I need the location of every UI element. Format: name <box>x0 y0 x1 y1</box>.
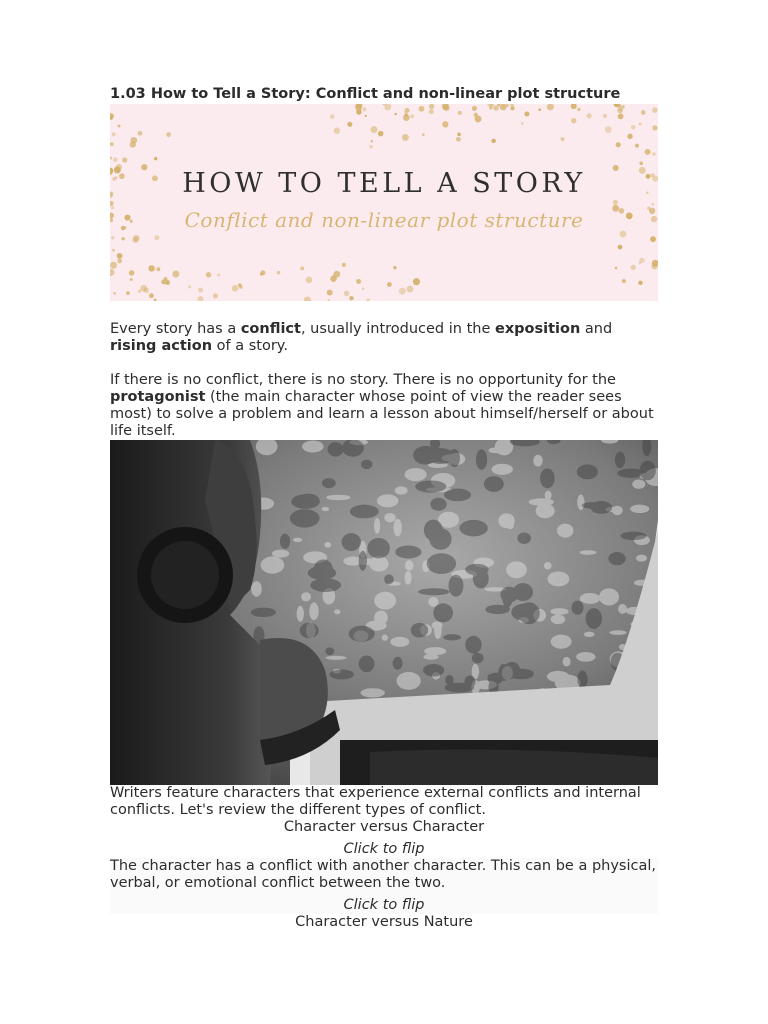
flip-card-character-vs-character[interactable] <box>110 819 658 914</box>
term-protagonist: protagonist <box>110 389 206 405</box>
header-banner <box>110 104 658 301</box>
card-back-text: The character has a conflict with another character. This can be a physical, verbal, or emotional conflict between the two. <box>110 858 657 891</box>
intro-paragraph: Writers feature characters that experience external conflicts and internal conflicts. Let's review the different types of conflict. <box>110 785 641 818</box>
click-to-flip-link[interactable]: Click to flip <box>343 897 425 913</box>
card-front-title: Character versus Character <box>283 819 485 835</box>
term-exposition: exposition <box>494 321 581 337</box>
click-to-flip-link[interactable]: Click to flip <box>343 841 425 857</box>
article <box>110 86 658 931</box>
paragraph-protagonist: If there is no conflict, there is no story. There is no opportunity for the protagonist (the main character whose point of view the reader sees most) to solve a problem and learn a lesson about himself/herself or about life itself. <box>110 372 654 439</box>
flip-card-character-vs-nature[interactable] <box>110 914 658 931</box>
paragraph-conflict: Every story has a conflict, usually introduced in the exposition and rising action of a story. <box>110 321 613 354</box>
card-front-title: Character versus Nature <box>295 914 473 930</box>
banner-heading: HOW TO TELL A STORY <box>182 168 586 199</box>
term-rising-action: rising action <box>110 338 213 354</box>
photo-illustration <box>110 440 658 785</box>
banner-subheading: Conflict and non-linear plot structure <box>184 208 584 232</box>
card-back[interactable] <box>110 858 658 914</box>
page-title: 1.03 How to Tell a Story: Conflict and non-linear plot structure <box>110 86 621 102</box>
photo-girl-at-car-window <box>110 440 658 785</box>
term-conflict: conflict <box>240 321 301 337</box>
confetti-dots <box>110 104 658 301</box>
